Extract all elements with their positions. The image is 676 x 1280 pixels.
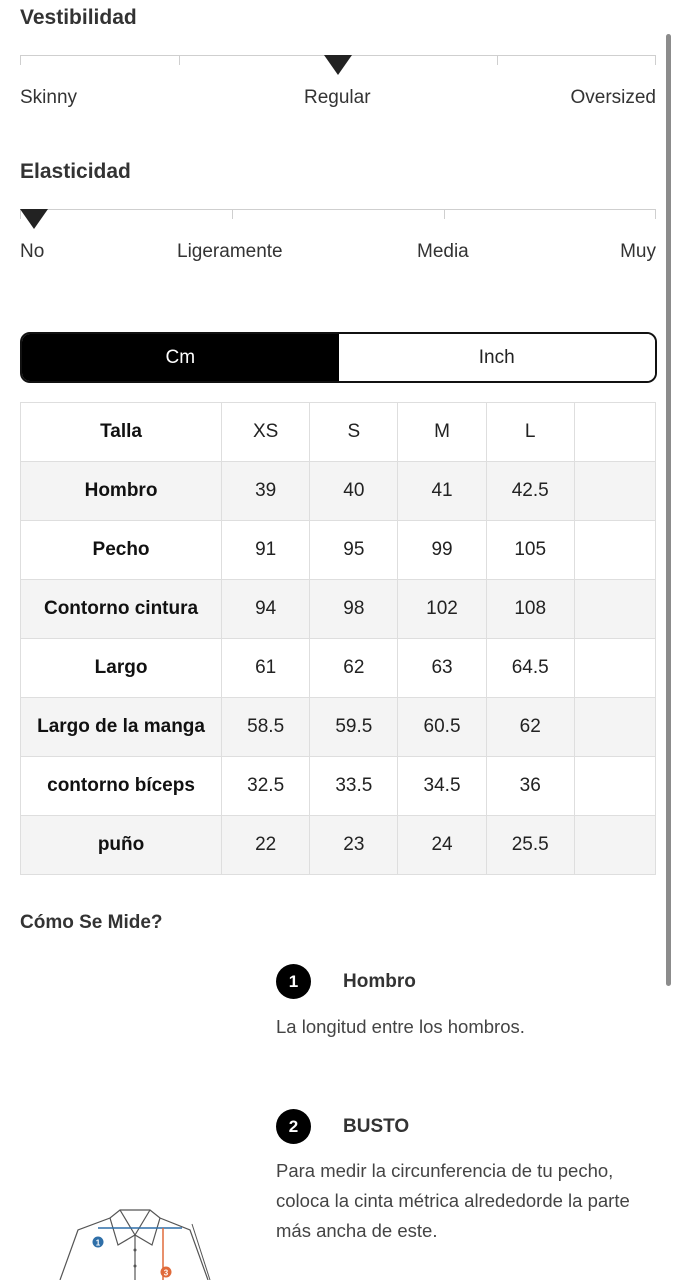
step-description: Para medir la circunferencia de tu pecho, coloca la cinta métrica alrededorde la parte más ancha de este. [276,1160,630,1241]
fit-tick [20,55,21,65]
table-row [21,757,656,816]
table-cell: 64.5 [486,639,574,698]
table-cell: 59.5 [310,698,398,757]
fit-indicator-marker [324,55,352,75]
table-header-cell: Talla [21,403,222,462]
marker-1-label: 1 [95,1238,101,1248]
unit-inch-button[interactable]: Inch [339,334,656,381]
table-cell: 94 [222,580,310,639]
elasticity-tick [444,209,445,219]
table-row [21,816,656,875]
sleeve-edge-line [192,1224,210,1280]
fit-title: Vestibilidad [20,6,137,29]
table-row-label: Pecho [21,521,222,580]
table-cell: 95 [310,521,398,580]
table-cell: 23 [310,816,398,875]
table-row [21,462,656,521]
step-title: Hombro [343,971,416,992]
table-cell: 42.5 [486,462,574,521]
table-row-label: Largo [21,639,222,698]
table-cell: 102 [398,580,486,639]
elasticity-label-no: No [20,241,45,262]
elasticity-tick [655,209,656,219]
table-cell-cutoff [574,757,655,816]
step-number-badge: 2 [276,1109,311,1144]
table-row-label: puño [21,816,222,875]
table-header-cell: M [398,403,486,462]
table-cell: 91 [222,521,310,580]
table-cell-cutoff [574,698,655,757]
elasticity-scale [20,209,656,269]
fit-label-regular: Regular [304,87,371,108]
vertical-scrollbar[interactable] [666,34,671,986]
table-row [21,639,656,698]
elasticity-label-muy: Muy [620,241,656,262]
size-table-container[interactable] [20,402,656,876]
table-cell: 41 [398,462,486,521]
table-row-label: Largo de la manga [21,698,222,757]
table-row [21,580,656,639]
how-to-measure-title: Cómo Se Mide? [20,912,163,933]
elasticity-indicator-marker [20,209,48,229]
table-cell: 99 [398,521,486,580]
unit-toggle [20,332,657,383]
table-cell: 108 [486,580,574,639]
table-cell: 34.5 [398,757,486,816]
table-cell: 22 [222,816,310,875]
table-cell: 58.5 [222,698,310,757]
table-cell: 61 [222,639,310,698]
elasticity-label-ligeramente: Ligeramente [177,241,283,262]
fit-tick [655,55,656,65]
table-row-label: contorno bíceps [21,757,222,816]
shirt-button [134,1265,137,1268]
fit-tick [497,55,498,65]
unit-cm-button[interactable]: Cm [22,334,339,381]
table-row-label: Hombro [21,462,222,521]
table-cell: 24 [398,816,486,875]
table-cell-cutoff [574,462,655,521]
table-cell: 33.5 [310,757,398,816]
table-cell: 40 [310,462,398,521]
table-cell-cutoff [574,403,655,462]
table-header-cell: S [310,403,398,462]
fit-label-skinny: Skinny [20,87,78,108]
table-cell: 32.5 [222,757,310,816]
step-description: La longitud entre los hombros. [276,1016,525,1037]
table-cell: 62 [486,698,574,757]
table-cell: 105 [486,521,574,580]
elasticity-tick [232,209,233,219]
elasticity-scale-line [20,209,656,210]
size-table [20,402,656,875]
table-header-cell: L [486,403,574,462]
table-cell-cutoff [574,816,655,875]
marker-3-label: 3 [163,1268,169,1278]
table-cell: 25.5 [486,816,574,875]
table-cell-cutoff [574,580,655,639]
table-cell: 39 [222,462,310,521]
table-cell: 98 [310,580,398,639]
fit-tick [179,55,180,65]
shirt-outline [60,1210,208,1280]
table-cell-cutoff [574,639,655,698]
shirt-button [134,1249,137,1252]
table-row [21,698,656,757]
table-header-row [21,403,656,462]
shirt-measurement-diagram [40,1100,220,1280]
table-header-cell: XS [222,403,310,462]
step-number-badge: 1 [276,964,311,999]
table-row [21,521,656,580]
fit-scale [20,55,656,115]
table-row-label: Contorno cintura [21,580,222,639]
table-cell: 63 [398,639,486,698]
table-cell-cutoff [574,521,655,580]
table-cell: 60.5 [398,698,486,757]
elasticity-title: Elasticidad [20,160,131,183]
fit-label-oversized: Oversized [570,87,656,108]
elasticity-label-media: Media [417,241,469,262]
table-cell: 36 [486,757,574,816]
table-cell: 62 [310,639,398,698]
step-title: BUSTO [343,1116,410,1137]
